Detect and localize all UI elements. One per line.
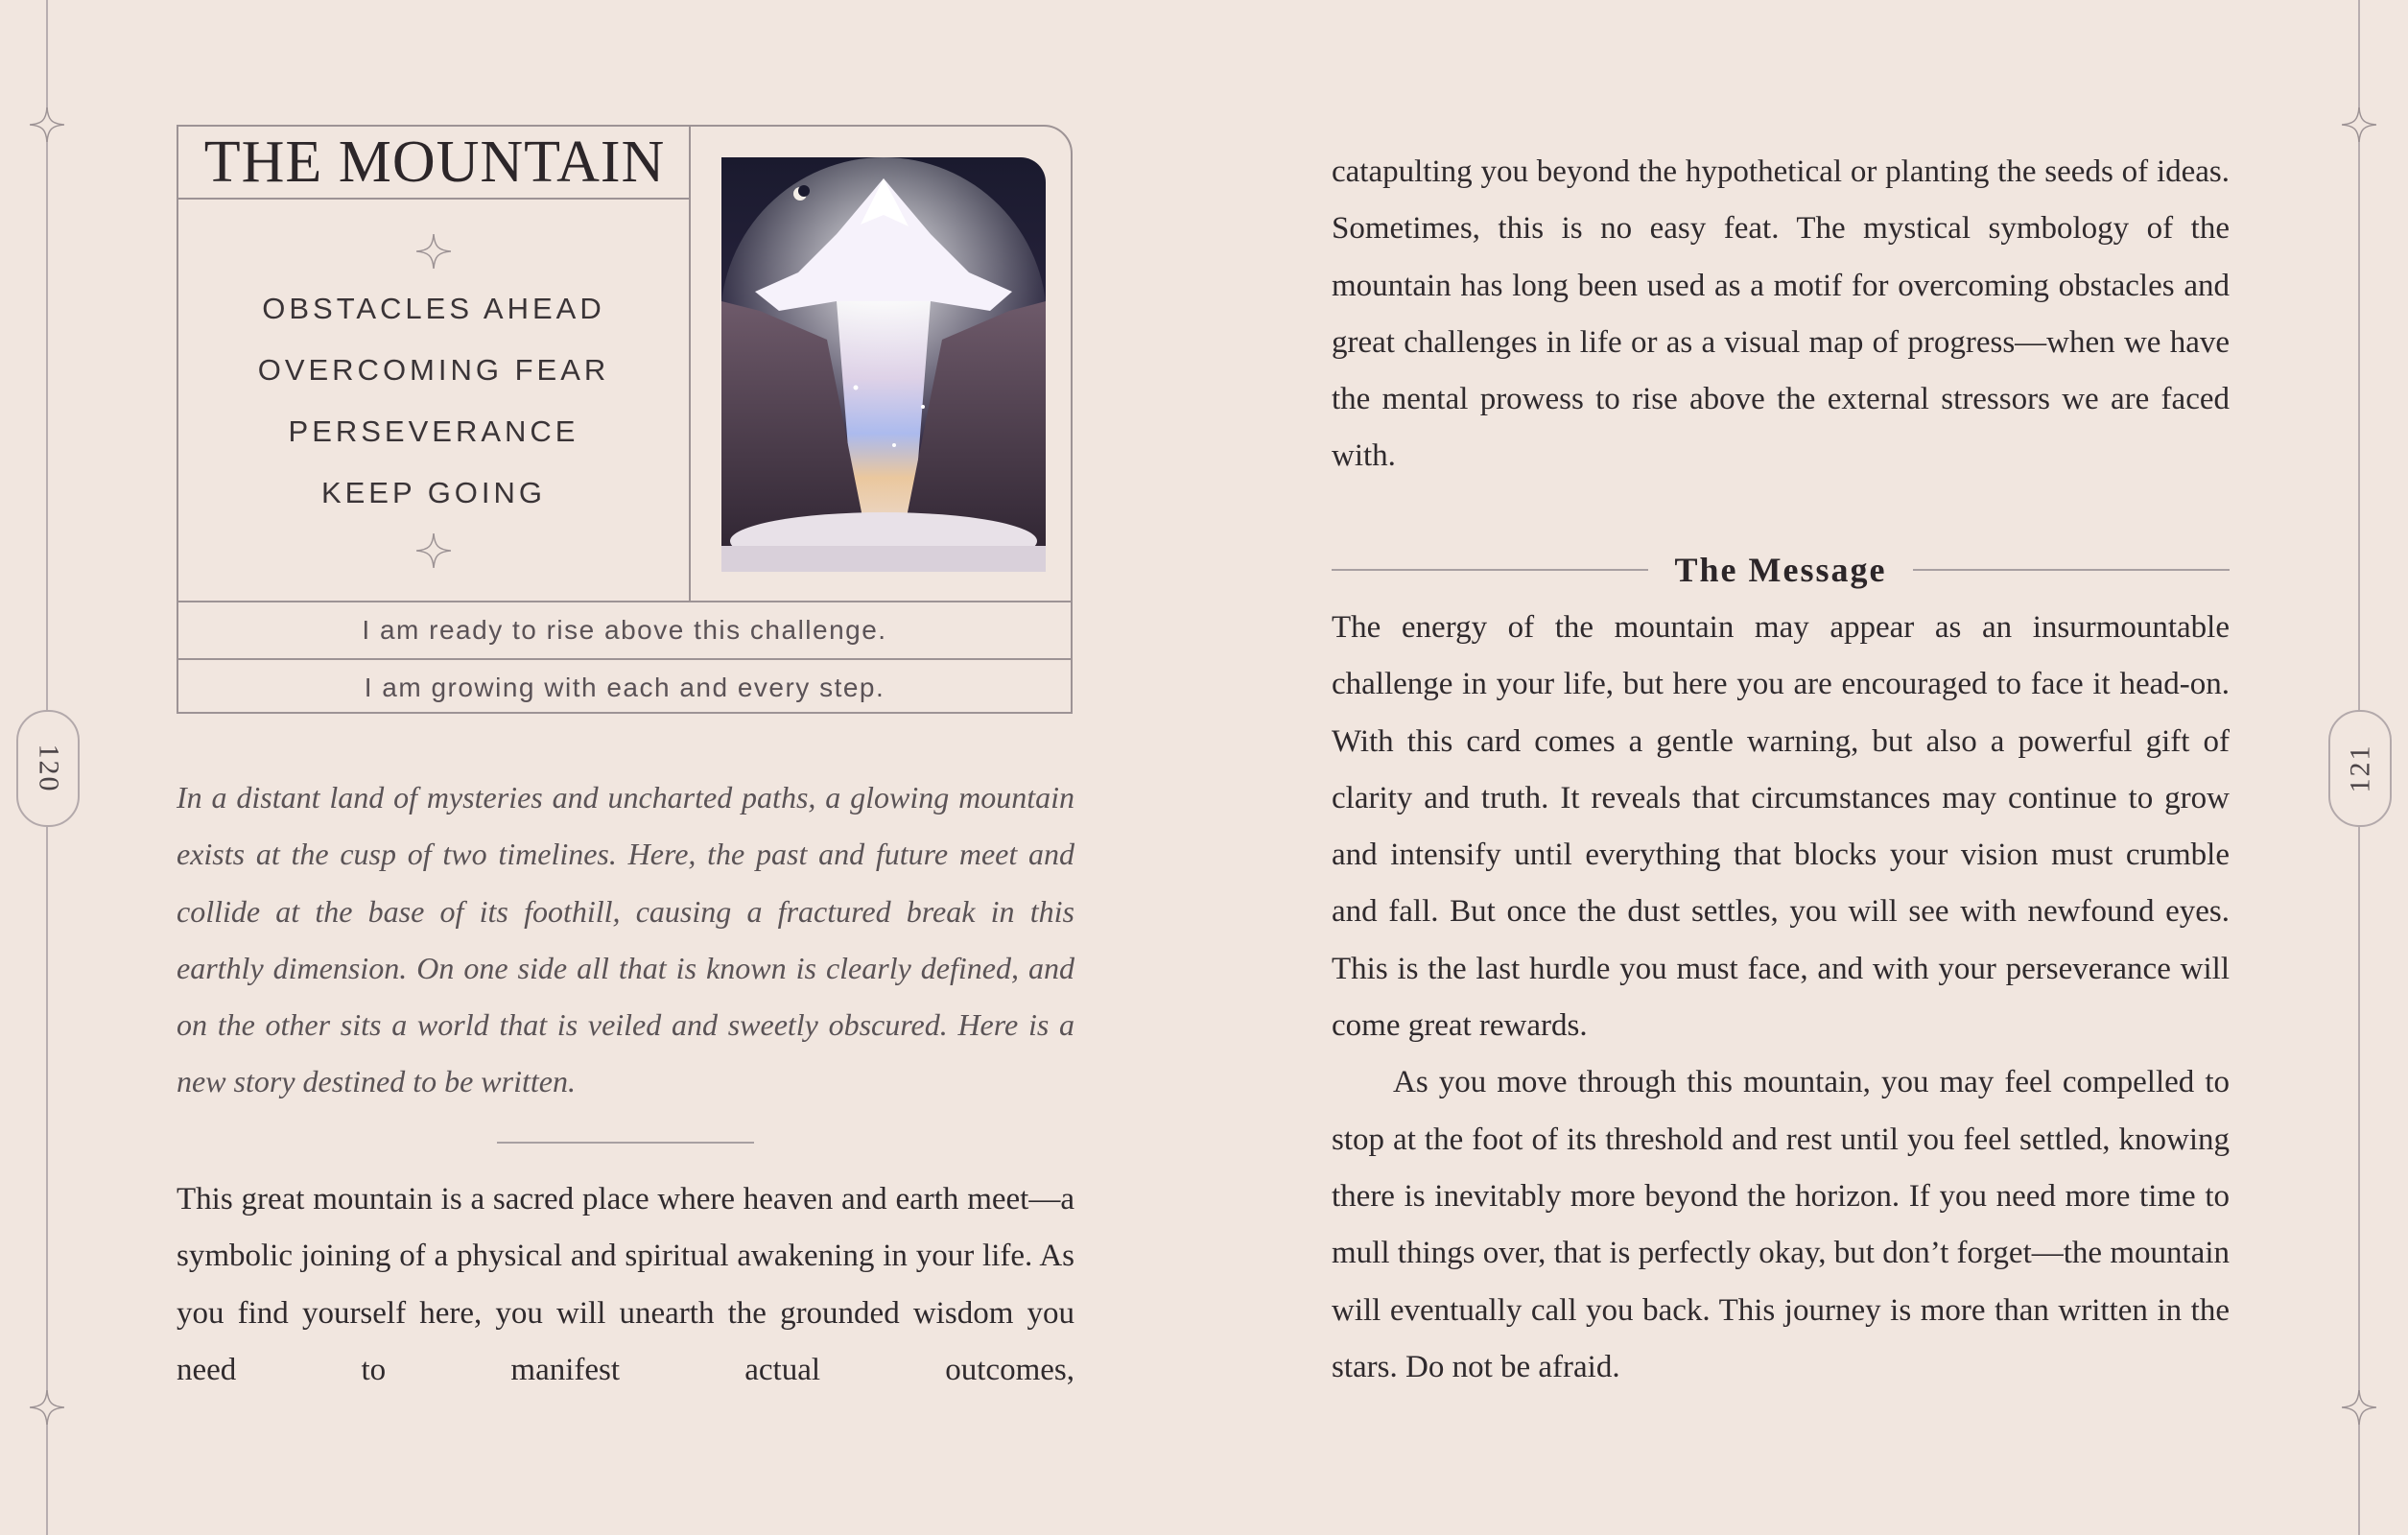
four-point-star-icon — [2342, 107, 2376, 142]
intro-italic-paragraph: In a distant land of mysteries and uncharted paths, a glowing mountain exists at the cusp of two timelines. Here, the past and future meet and collide at the base of its foothill, causing a fractured break in this earthly dimension. On one side all that is known is clearly defined, and on the other sits a world that is veiled and sweetly obscured. Here is a new story destined to be written. — [177, 780, 1074, 1099]
page-number-left — [16, 710, 80, 827]
card-keywords — [178, 200, 689, 602]
keyword-item: OVERCOMING FEAR — [257, 353, 610, 387]
mountain-card-illustration — [721, 157, 1046, 572]
page-number-left-label: 120 — [33, 744, 64, 793]
heading-rule-right — [1913, 569, 2230, 571]
message-body — [1332, 600, 2230, 1396]
keyword-item: KEEP GOING — [320, 476, 547, 509]
affirmation-2: I am growing with each and every step. — [364, 673, 885, 702]
message-heading: The Message — [1674, 551, 1887, 589]
affirmation-1: I am ready to rise above this challenge. — [362, 615, 887, 645]
message-paragraph: The energy of the mountain may appear as an insurmountable challenge in your life, but here you are encouraged to face it head-on. With this card comes a gentle warning, but also a powerful gift of clarity and truth. It reveals that circumstances may continue to grow and intensify until everything that blocks your vision must crumble and fall. But once the dust settles, you will see with newfound eyes. This is the last hurdle you must face, and with your perseverance will come great rewards. — [1332, 610, 2230, 1044]
page-number-right — [2328, 710, 2392, 827]
card-summary-box — [177, 125, 1073, 714]
four-point-star-icon — [416, 234, 451, 269]
card-title: THE MOUNTAIN — [203, 129, 666, 195]
message-heading-row — [1332, 543, 2230, 597]
section-divider — [497, 1142, 754, 1144]
four-point-star-icon — [30, 1390, 64, 1425]
four-point-star-icon — [30, 107, 64, 142]
right-continued-paragraph: catapulting you beyond the hypothetical or planting the seeds of ideas. Sometimes, this is no easy feat. The mystical symbology of the mountain has long been used as a motif for overcoming obstacles and great challenges in life or as a visual map of progress—when we have the mental prowess to rise above the external stressors we are faced with. — [1332, 154, 2230, 474]
keyword-item: PERSEVERANCE — [288, 414, 579, 448]
card-vertical-divider — [689, 127, 691, 602]
heading-rule-left — [1332, 569, 1648, 571]
keyword-item: OBSTACLES AHEAD — [262, 292, 605, 325]
four-point-star-icon — [416, 533, 451, 568]
page-number-right-label: 121 — [2344, 744, 2375, 793]
message-paragraph: As you move through this mountain, you may feel compelled to stop at the foot of its threshold and rest until you feel settled, knowing there is inevitably more beyond the horizon. If you need more time to mull things over, that is perfectly okay, but don’t forget—the mountain will eventually call you back. This journey is more than written in the stars. Do not be afraid. — [1332, 1065, 2230, 1384]
left-body-paragraph: This great mountain is a sacred place where heaven and earth meet—a symbolic joining of a physical and spiritual awakening in your life. As you find yourself here, you will unearth the grounded wisdom you need to manifest actual outcomes, — [177, 1182, 1074, 1387]
four-point-star-icon — [2342, 1390, 2376, 1425]
card-title-cell — [178, 127, 691, 200]
